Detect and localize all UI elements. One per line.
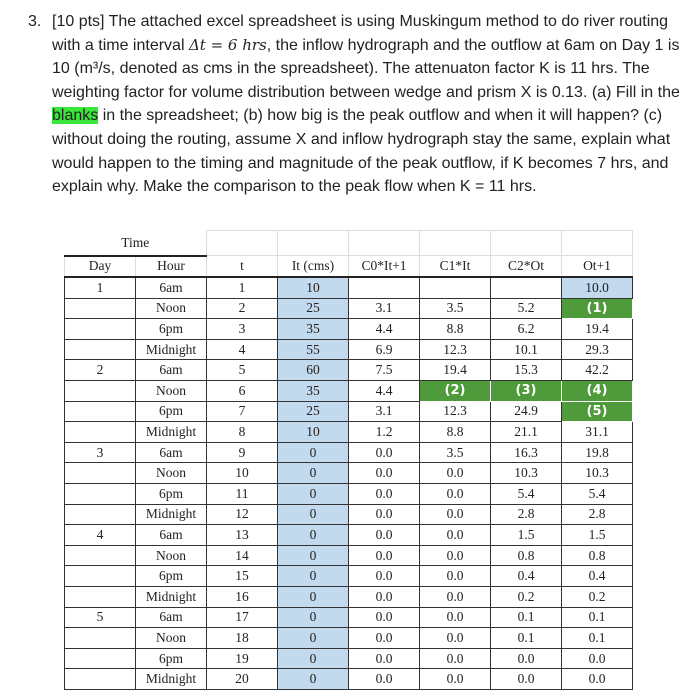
table-cell: 0.0 [491, 648, 562, 669]
table-cell: Noon [136, 628, 207, 649]
table-cell [65, 463, 136, 484]
table-cell: 0.0 [420, 504, 491, 525]
table-cell: 6pm [136, 319, 207, 340]
table-cell: 0 [278, 442, 349, 463]
table-cell: 4 [65, 525, 136, 546]
table-cell: 25 [278, 298, 349, 319]
table-cell: 4.4 [349, 381, 420, 402]
table-cell: 10.3 [562, 463, 633, 484]
table-cell: 0.0 [562, 648, 633, 669]
table-cell: 0.0 [491, 669, 562, 690]
table-cell: 0 [278, 607, 349, 628]
table-row [65, 381, 633, 402]
muskingum-routing-table [64, 230, 633, 690]
table-cell [65, 669, 136, 690]
column-header: Day [65, 256, 136, 278]
table-cell: Noon [136, 545, 207, 566]
table-cell: 14 [207, 545, 278, 566]
table-cell: 6pm [136, 648, 207, 669]
table-cell [65, 545, 136, 566]
table-cell: 3.1 [349, 298, 420, 319]
table-cell [65, 628, 136, 649]
table-cell: 0.8 [491, 545, 562, 566]
table-cell: 0.2 [562, 587, 633, 608]
table-cell: 10.3 [491, 463, 562, 484]
table-cell [65, 504, 136, 525]
table-cell [349, 277, 420, 298]
table-cell: 9 [207, 442, 278, 463]
table-cell: 4 [207, 339, 278, 360]
table-row [65, 628, 633, 649]
table-cell: 0.0 [420, 669, 491, 690]
table-cell: 0 [278, 587, 349, 608]
table-cell: 0.0 [420, 545, 491, 566]
table-cell: 7.5 [349, 360, 420, 381]
table-row [65, 484, 633, 505]
table-cell: 0.0 [349, 463, 420, 484]
table-cell: 0 [278, 628, 349, 649]
table-row [65, 360, 633, 381]
table-cell: 0.1 [491, 607, 562, 628]
table-cell: 6.9 [349, 339, 420, 360]
table-cell: 5 [207, 360, 278, 381]
table-cell: 0.8 [562, 545, 633, 566]
table-cell: 15 [207, 566, 278, 587]
table-cell: 0.0 [349, 484, 420, 505]
table-cell: 0 [278, 669, 349, 690]
table-cell: 1.5 [491, 525, 562, 546]
table-row [65, 566, 633, 587]
table-cell: 3.5 [420, 442, 491, 463]
table-cell: 0.1 [491, 628, 562, 649]
table-cell: 0.0 [349, 648, 420, 669]
blank-cell[interactable]: (5) [562, 401, 633, 422]
table-cell: Midnight [136, 587, 207, 608]
table-cell: 24.9 [491, 401, 562, 422]
table-cell: 0.2 [491, 587, 562, 608]
table-cell: 21.1 [491, 422, 562, 443]
table-cell: 6pm [136, 566, 207, 587]
table-cell: 0.4 [562, 566, 633, 587]
table-cell: 2 [207, 298, 278, 319]
table-cell: 6 [207, 381, 278, 402]
table-cell: 6am [136, 277, 207, 298]
table-cell: 0 [278, 648, 349, 669]
table-cell: 0.0 [349, 607, 420, 628]
table-cell: 15.3 [491, 360, 562, 381]
table-cell: 12.3 [420, 339, 491, 360]
table-cell: 0.0 [420, 484, 491, 505]
table-row [65, 648, 633, 669]
table-cell: 3.5 [420, 298, 491, 319]
table-cell: 31.1 [562, 422, 633, 443]
table-row [65, 319, 633, 340]
table-cell: 0 [278, 504, 349, 525]
table-cell: 0.0 [349, 504, 420, 525]
table-cell: 35 [278, 319, 349, 340]
table-cell [420, 277, 491, 298]
table-row [65, 442, 633, 463]
question-rest: in the spreadsheet; (b) how big is the peak outflow and when it will happen? (c) without doing the routing, assume X and inflow hydrograph stay the same, explain what would happen to the timing and magnitude of the peak outflow, if K becomes 7 hrs, and explain why. Make the comparison to the peak flow when K = 11 hrs. [52, 107, 671, 196]
table-cell: 10 [278, 422, 349, 443]
column-header: It (cms) [278, 256, 349, 278]
time-interval-math: Δt = 6 hrs [188, 35, 267, 54]
table-row [65, 669, 633, 690]
table-cell: 6pm [136, 484, 207, 505]
table-cell: 35 [278, 381, 349, 402]
table-cell: 6.2 [491, 319, 562, 340]
table-cell [65, 298, 136, 319]
table-row [65, 277, 633, 298]
table-cell: 0 [278, 484, 349, 505]
table-cell: 3 [207, 319, 278, 340]
table-cell: 0 [278, 463, 349, 484]
table-cell: 0.0 [562, 669, 633, 690]
table-cell: 16.3 [491, 442, 562, 463]
table-cell: 12.3 [420, 401, 491, 422]
question-middle: , the inflow hydrograph and the outflow at 6am on Day 1 is 10 (m³/s, denoted as cms in the spreadsheet). The attenuaton factor K is 11 hrs. The weighting factor for volume distribution between wedge and prism X is 0.13. (a) Fill in the [52, 36, 680, 101]
highlighted-word: blanks [52, 107, 99, 125]
table-cell: 60 [278, 360, 349, 381]
question-text [28, 10, 692, 199]
table-cell: 5 [65, 607, 136, 628]
table-cell [65, 381, 136, 402]
table-cell: 0.0 [349, 566, 420, 587]
table-cell: 0.0 [349, 628, 420, 649]
table-cell: Midnight [136, 422, 207, 443]
table-row [65, 545, 633, 566]
table-cell: 20 [207, 669, 278, 690]
table-cell: 16 [207, 587, 278, 608]
table-cell: 17 [207, 607, 278, 628]
table-row [65, 298, 633, 319]
table-cell: 4.4 [349, 319, 420, 340]
column-header: Ot+1 [562, 256, 633, 278]
table-cell [65, 566, 136, 587]
table-cell: 55 [278, 339, 349, 360]
table-cell: 0.0 [349, 442, 420, 463]
table-cell: 6am [136, 525, 207, 546]
column-header: t [207, 256, 278, 278]
table-row [65, 463, 633, 484]
table-cell: 19.8 [562, 442, 633, 463]
column-header: C1*It [420, 256, 491, 278]
table-cell: 0.4 [491, 566, 562, 587]
table-row [65, 525, 633, 546]
table-cell: 1.2 [349, 422, 420, 443]
table-row [65, 401, 633, 422]
table-cell [65, 401, 136, 422]
table-cell: 0.0 [349, 545, 420, 566]
table-cell: 6am [136, 360, 207, 381]
table-cell: 5.4 [491, 484, 562, 505]
table-cell: 0.0 [420, 566, 491, 587]
table-cell: 2.8 [491, 504, 562, 525]
table-cell: 19.4 [562, 319, 633, 340]
table-cell: 0 [278, 566, 349, 587]
table-cell: 8.8 [420, 319, 491, 340]
table-cell [65, 319, 136, 340]
table-cell [65, 484, 136, 505]
table-cell: 0.0 [349, 525, 420, 546]
table-cell: 0.0 [420, 463, 491, 484]
table-cell: 7 [207, 401, 278, 422]
blank-cell[interactable]: (3) [491, 381, 562, 402]
table-cell: Noon [136, 381, 207, 402]
table-cell: 0.0 [420, 587, 491, 608]
table-cell: 42.2 [562, 360, 633, 381]
table-cell: 0.1 [562, 607, 633, 628]
table-cell: Noon [136, 298, 207, 319]
table-cell: 0.1 [562, 628, 633, 649]
table-cell [65, 648, 136, 669]
table-cell: 19 [207, 648, 278, 669]
table-cell: 6am [136, 442, 207, 463]
column-header: Hour [136, 256, 207, 278]
time-group-header: Time [65, 231, 207, 256]
table-cell: 10.0 [562, 277, 633, 298]
table-cell: 10 [207, 463, 278, 484]
table-row [65, 339, 633, 360]
table-cell: 0.0 [420, 628, 491, 649]
table-cell: 1 [65, 277, 136, 298]
table-cell: Noon [136, 463, 207, 484]
table-cell: 0 [278, 545, 349, 566]
table-cell: 3.1 [349, 401, 420, 422]
blank-cell[interactable]: (1) [562, 298, 633, 319]
table-cell: Midnight [136, 339, 207, 360]
column-header: C0*It+1 [349, 256, 420, 278]
table-cell: 8 [207, 422, 278, 443]
table-cell: 5.2 [491, 298, 562, 319]
table-cell: 0.0 [420, 648, 491, 669]
table-cell: 10.1 [491, 339, 562, 360]
table-cell [65, 587, 136, 608]
blank-cell[interactable]: (2) [420, 381, 491, 402]
table-row [65, 422, 633, 443]
table-cell: 29.3 [562, 339, 633, 360]
table-cell [491, 277, 562, 298]
table-cell: 3 [65, 442, 136, 463]
table-row [65, 504, 633, 525]
table-cell: 10 [278, 277, 349, 298]
table-cell: 6pm [136, 401, 207, 422]
table-cell: 12 [207, 504, 278, 525]
table-cell: 1.5 [562, 525, 633, 546]
table-cell: 11 [207, 484, 278, 505]
table-row [65, 607, 633, 628]
table-cell: Midnight [136, 504, 207, 525]
table-cell: 0.0 [420, 525, 491, 546]
table-cell: 25 [278, 401, 349, 422]
table-cell: Midnight [136, 669, 207, 690]
question-intro: [10 pts] The attached excel spreadsheet is using Muskingum method to do river routing with a time interval [52, 13, 669, 54]
question-number: 3. [28, 13, 42, 30]
table-cell: 0.0 [420, 607, 491, 628]
table-cell: 2 [65, 360, 136, 381]
table-cell: 13 [207, 525, 278, 546]
table-cell: 5.4 [562, 484, 633, 505]
table-cell: 8.8 [420, 422, 491, 443]
column-header: C2*Ot [491, 256, 562, 278]
table-cell: 0.0 [349, 587, 420, 608]
table-cell: 6am [136, 607, 207, 628]
table-cell: 18 [207, 628, 278, 649]
table-cell: 0 [278, 525, 349, 546]
blank-cell[interactable]: (4) [562, 381, 633, 402]
table-cell: 2.8 [562, 504, 633, 525]
table-row [65, 587, 633, 608]
table-cell: 1 [207, 277, 278, 298]
table-cell [65, 339, 136, 360]
table-cell [65, 422, 136, 443]
table-cell: 0.0 [349, 669, 420, 690]
table-cell: 19.4 [420, 360, 491, 381]
